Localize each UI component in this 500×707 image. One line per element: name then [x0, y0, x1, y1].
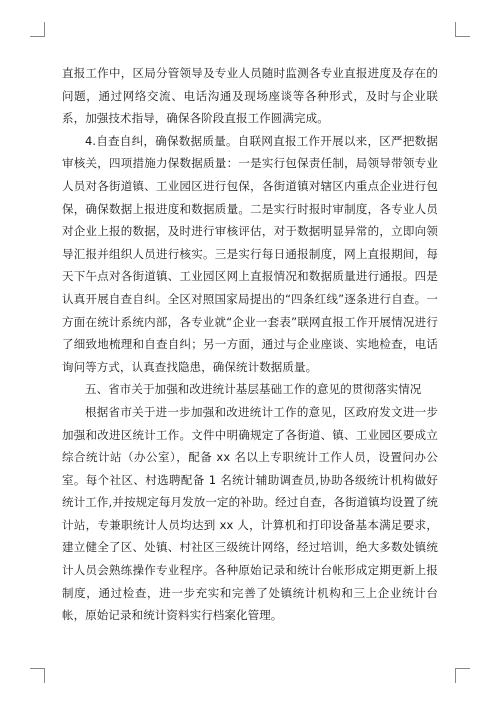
crop-mark-top-left: [30, 22, 45, 37]
section-heading-5: 五、省市关于加强和改进统计基层基础工作的意见的贯彻落实情况: [85, 382, 422, 397]
paragraph-section-5-body: 根据省市关于进一步加强和改进统计工作的意见，区政府发文进一步加强和改进区统计工作。文件中明确规定了各街道、镇、工业园区要成立综合统计站（办公室），配备 xx 名以上专职统计工作人员，设置问办公室。每个社区、村选聘配备 1 名统计辅助调查员,协助各级统计机构做好统计工作,并按规定每月发放一定的补助。经过自查，各街道镇均设置了统计站，专兼职统计人员均达到 xx 人，计算机和打印设备基本满足要求，建立健全了区、处镇、村社区三级统计网络，经过培训，绝大多数处镇统计人员会熟练操作专业程序。各种原始记录和统计台帐形成定期更新上报制度，通过检查，进一步充实和完善了处镇统计机构和三上企业统计台帐，原始记录和统计资料实行档案化管理。: [62, 404, 438, 623]
crop-mark-bottom-right: [455, 668, 470, 683]
paragraph-continuation: 直报工作中，区局分管领导及专业人员随时监测各专业直报进度及存在的问题，通过网络交流、电话沟通及现场座谈等各种形式，及时与企业联系，加强技术指导，确保各阶段直报工作圆满完成。: [62, 66, 438, 126]
crop-mark-top-right: [455, 22, 470, 37]
paragraph-section-4: 4.自查自纠，确保数据质量。自联网直报工作开展以来，区严把数据审核关，四项措施力保数据质量：一是实行包保责任制，局领导带领专业人员对各街道镇、工业园区进行包保，各街道镇对辖区内重点企业进行包保，确保数据上报进度和数据质量。二是实行时报时审制度，各专业人员对企业上报的数据，及时进行审核评估，对于数据明显异常的，立即向领导汇报并组织人员进行核实。三是实行每日通报制度，网上直报期间，每天下午点对各街道镇、工业园区网上直报情况和数据质量进行通报。四是认真开展自查自纠。全区对照国家局提出的“四条红线”逐条进行自查。一方面在统计系统内部，各专业就“企业一套表”联网直报工作开展情况进行了细致地梳理和自查自纠；另一方面，通过与企业座谈、实地检查，电话询问等方式，认真查找隐患，确保统计数据质量。: [62, 133, 438, 374]
document-body: [62, 62, 438, 627]
crop-mark-bottom-left: [30, 668, 45, 683]
